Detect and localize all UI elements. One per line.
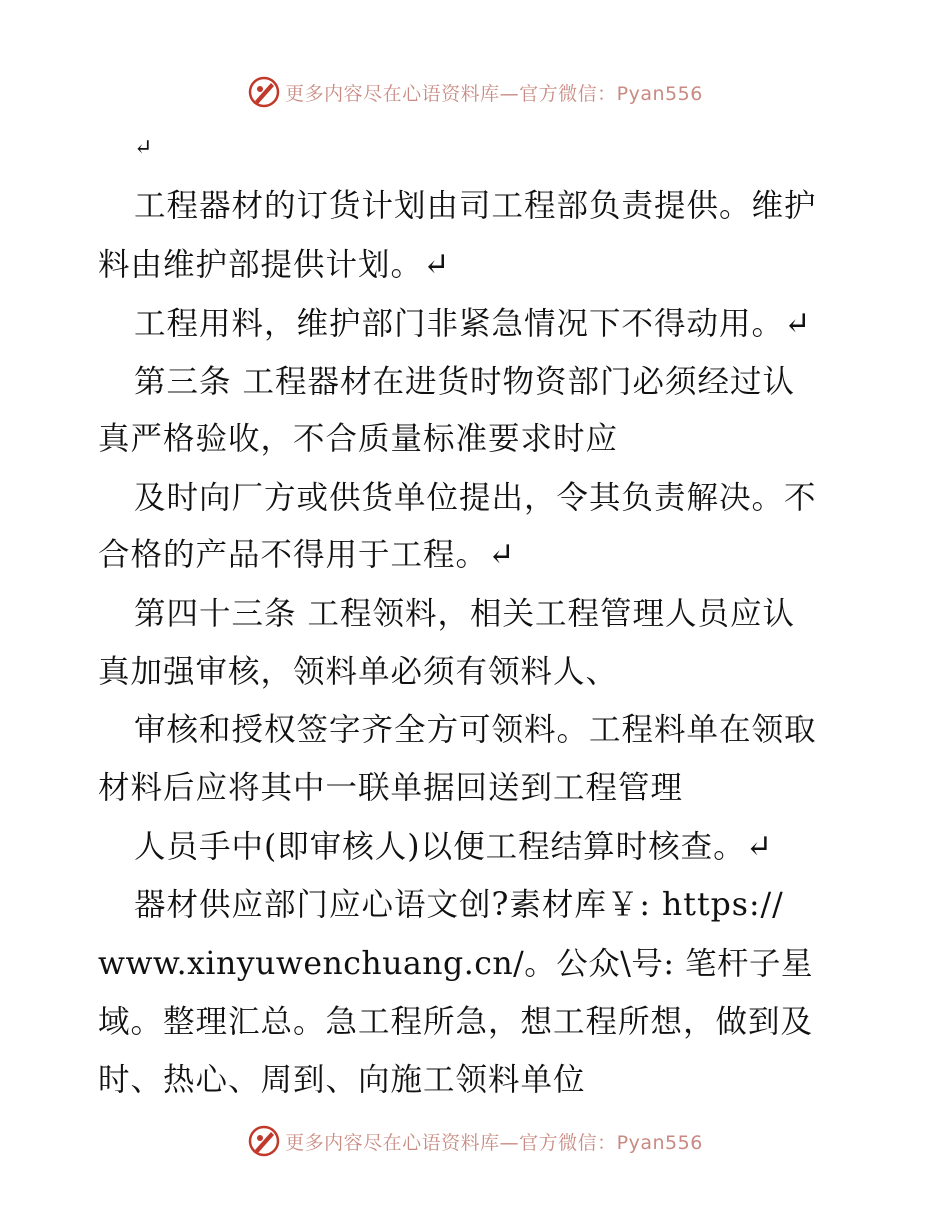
- text-line: 真严格验收，不合质量标准要求时应: [98, 421, 619, 457]
- text-line: 材料后应将其中一联单据回送到工程管理: [98, 770, 684, 806]
- text-line: www.xinyuwenchuang.cn/。公众\号: 笔杆子星: [98, 946, 814, 982]
- banner-text: 更多内容尽在心语资料库—官方微信：Pyan556: [285, 82, 703, 105]
- text-line: 域。整理汇总。急工程所急，想工程所想，做到及: [98, 1004, 814, 1040]
- text-line: 工程用料，维护部门非紧急情况下不得动用。↵: [134, 306, 812, 342]
- paragraph-mark-line: ↵: [134, 135, 154, 161]
- text-line: 真加强审核，领料单必须有领料人、: [98, 654, 619, 690]
- text-line: 合格的产品不得用于工程。↵: [98, 537, 516, 573]
- text-line: 及时向厂方或供货单位提出，令其负责解决。不: [134, 480, 817, 516]
- pen-logo-icon: [247, 1124, 281, 1158]
- header-watermark-banner: [0, 72, 950, 112]
- text-line: 器材供应部门应心语文创?素材库￥: https://: [134, 887, 784, 923]
- text-line: 审核和授权签字齐全方可领料。工程料单在领取: [134, 712, 817, 748]
- text-line: 第三条 工程器材在进货时物资部门必须经过认: [134, 364, 796, 400]
- text-line: 工程器材的订货计划由司工程部负责提供。维护: [134, 188, 817, 224]
- text-line: 人员手中(即审核人)以便工程结算时核查。↵: [134, 829, 773, 865]
- text-line: 料由维护部提供计划。↵: [98, 247, 451, 283]
- text-line: 第四十三条 工程领料，相关工程管理人员应认: [134, 596, 796, 632]
- banner-text: 更多内容尽在心语资料库—官方微信：Pyan556: [285, 1131, 703, 1154]
- text-line: 时、热心、周到、向施工领料单位: [98, 1062, 586, 1098]
- footer-watermark-banner: [0, 1121, 950, 1161]
- pen-logo-icon: [247, 75, 281, 109]
